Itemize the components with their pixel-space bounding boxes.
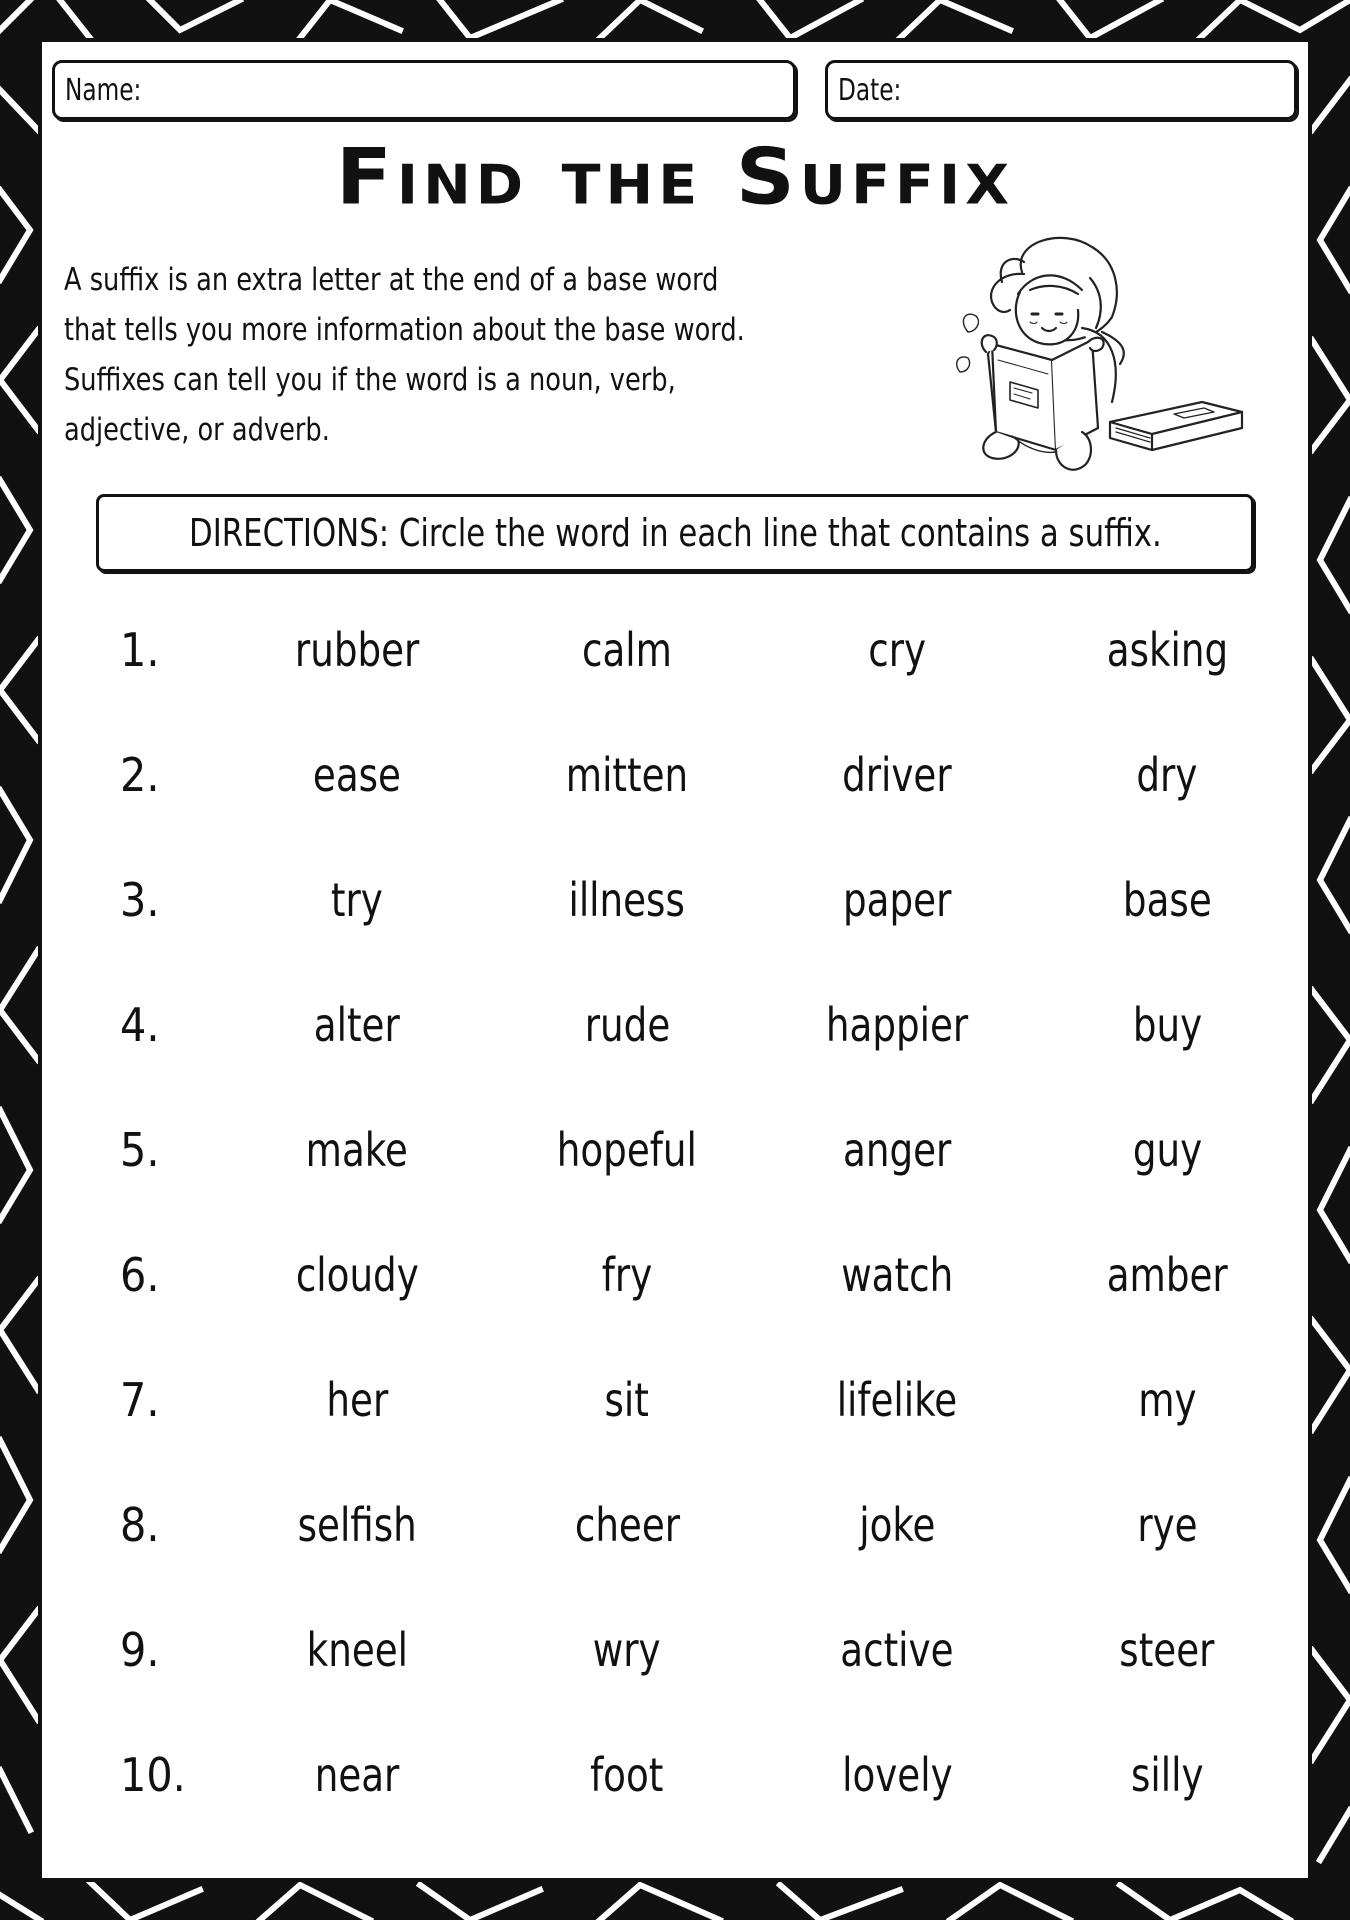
word-text: watch [841,1248,953,1302]
word-text: near [314,1748,400,1802]
word-text: selfish [297,1498,417,1552]
word-row [0,735,1350,815]
word-text: guy [1132,1123,1202,1177]
word-choice[interactable] [222,985,492,1065]
word-text: mitten [565,748,689,802]
word-text: lovely [841,1748,953,1802]
word-text: joke [858,1498,936,1552]
word-choice[interactable] [492,1110,762,1190]
word-text: amber [1106,1248,1228,1302]
page-title: Find the Suffix [335,132,1015,223]
word-choice[interactable] [222,1110,492,1190]
word-text: paper [842,873,952,927]
word-choice[interactable] [492,735,762,815]
word-choice[interactable] [1032,1360,1302,1440]
word-text: ease [312,748,402,802]
word-choice[interactable] [762,985,1032,1065]
word-choice[interactable] [1032,1110,1302,1190]
word-text: happier [825,998,969,1052]
word-choice[interactable] [1032,1610,1302,1690]
word-choice[interactable] [762,860,1032,940]
intro-line: Suffixes can tell you if the word is a noun, verb, [64,362,676,398]
intro-line: A suffix is an extra letter at the end of a base word [64,262,719,298]
word-choice[interactable] [222,1485,492,1565]
word-text: cheer [574,1498,680,1552]
word-text: try [331,873,383,927]
word-choice[interactable] [762,1235,1032,1315]
intro-paragraph [64,255,883,455]
row-number: 2. [120,748,160,802]
child-reading-book-icon [952,232,1252,480]
word-text: asking [1106,623,1228,677]
word-text: fry [601,1248,653,1302]
row-number: 9. [120,1623,160,1677]
word-row [0,610,1350,690]
word-text: make [305,1123,409,1177]
word-text: rubber [294,623,420,677]
word-choice[interactable] [222,610,492,690]
word-choice[interactable] [222,1360,492,1440]
word-row [0,860,1350,940]
word-choice[interactable] [1032,1735,1302,1815]
word-choice[interactable] [492,1360,762,1440]
word-choice[interactable] [1032,985,1302,1065]
directions-text: DIRECTIONS: Circle the word in each line that contains a suffix. [188,511,1162,555]
word-row [0,985,1350,1065]
word-row [0,1610,1350,1690]
row-number: 7. [120,1373,160,1427]
row-number: 5. [120,1123,160,1177]
word-text: sit [604,1373,650,1427]
intro-line: adjective, or adverb. [64,412,330,448]
word-choice[interactable] [762,1735,1032,1815]
word-row [0,1110,1350,1190]
word-text: driver [842,748,952,802]
word-choice[interactable] [222,735,492,815]
word-row [0,1485,1350,1565]
word-text: dry [1136,748,1198,802]
word-text: cry [868,623,926,677]
row-number: 4. [120,998,160,1052]
word-text: wry [593,1623,661,1677]
word-text: kneel [306,1623,408,1677]
row-number: 3. [120,873,160,927]
word-choice[interactable] [762,1110,1032,1190]
word-choice[interactable] [222,1235,492,1315]
word-choice[interactable] [492,1485,762,1565]
word-choice[interactable] [1032,860,1302,940]
word-choice[interactable] [222,1735,492,1815]
word-text: rye [1136,1498,1198,1552]
word-choice[interactable] [492,985,762,1065]
word-text: buy [1132,998,1202,1052]
word-row [0,1360,1350,1440]
row-number: 6. [120,1248,160,1302]
word-choice[interactable] [762,735,1032,815]
word-text: rude [584,998,670,1052]
word-choice[interactable] [762,610,1032,690]
word-choice[interactable] [1032,735,1302,815]
word-text: my [1137,1373,1197,1427]
word-choice[interactable] [762,1610,1032,1690]
name-field[interactable] [52,60,796,120]
intro-line: that tells you more information about the base word. [64,312,745,348]
word-text: foot [590,1748,664,1802]
word-choice[interactable] [222,860,492,940]
row-number: 8. [120,1498,160,1552]
word-choice[interactable] [492,1610,762,1690]
word-text: illness [568,873,686,927]
word-choice[interactable] [492,1735,762,1815]
word-text: hopeful [556,1123,698,1177]
word-text: base [1122,873,1212,927]
word-choice[interactable] [492,860,762,940]
row-number: 1. [120,623,160,677]
directions-box [96,494,1254,572]
word-choice[interactable] [1032,1485,1302,1565]
word-row [0,1235,1350,1315]
word-text: steer [1119,1623,1215,1677]
word-text: active [840,1623,954,1677]
word-choice[interactable] [492,1235,762,1315]
word-choice[interactable] [222,1610,492,1690]
date-label: Date: [838,73,902,108]
word-text: silly [1130,1748,1204,1802]
word-text: calm [582,623,672,677]
word-text: her [326,1373,388,1427]
word-text: lifelike [836,1373,958,1427]
word-row [0,1735,1350,1815]
word-text: anger [842,1123,952,1177]
word-choice[interactable] [1032,610,1302,690]
word-text: cloudy [295,1248,419,1302]
word-text: alter [313,998,401,1052]
date-field[interactable] [825,60,1297,120]
row-number: 10. [120,1748,186,1802]
word-choice[interactable] [762,1360,1032,1440]
name-label: Name: [65,73,142,108]
word-choice[interactable] [492,610,762,690]
word-choice[interactable] [1032,1235,1302,1315]
word-choice[interactable] [762,1485,1032,1565]
